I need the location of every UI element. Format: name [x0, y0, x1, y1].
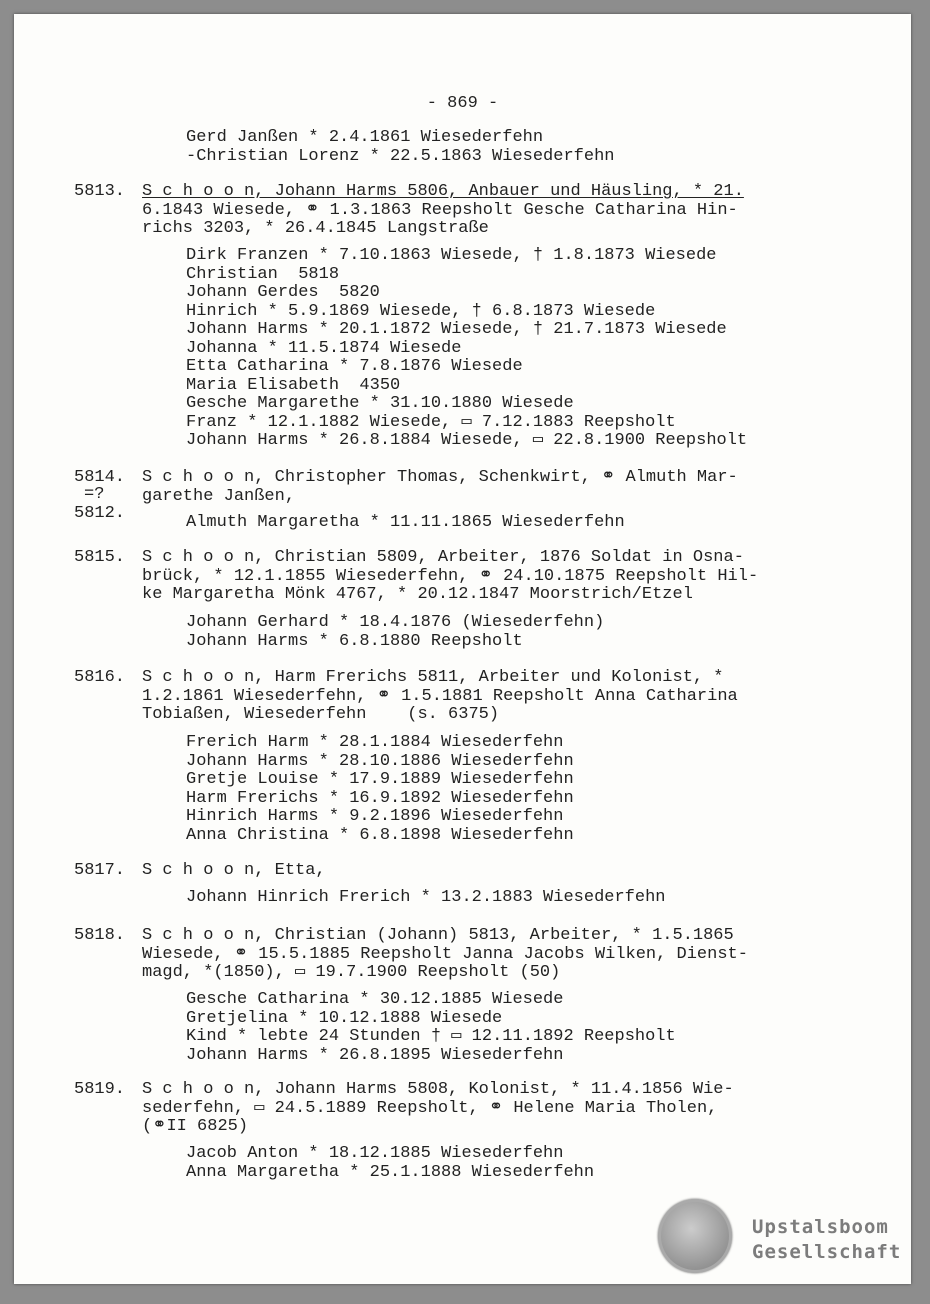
entry-line: S c h o o n, Harm Frerichs 5811, Arbeiter und Kolonist, *	[142, 668, 724, 687]
child-line: Gesche Catharina * 30.12.1885 Wiesede	[186, 990, 564, 1009]
child-line: Hinrich * 5.9.1869 Wiesede, † 6.8.1873 Wiesede	[186, 301, 656, 321]
entry-line: sederfehn, ▭ 24.5.1889 Reepsholt, ⚭ Helene Maria Tholen,	[142, 1098, 718, 1118]
entry-number: 5819.	[74, 1080, 126, 1099]
logo-line-2: Gesellschaft	[752, 1241, 902, 1263]
child-line: Johanna * 11.5.1874 Wiesede	[186, 338, 462, 358]
entry-text	[142, 927, 812, 983]
intro-children	[186, 129, 614, 166]
children-5818	[186, 991, 676, 1065]
child-line: Johann Gerhard * 18.4.1876 (Wiesederfehn)	[186, 613, 605, 632]
entry-number: 5816.	[74, 668, 126, 687]
child-line: Johann Harms * 26.8.1884 Wiesede, ▭ 22.8.1900 Reepsholt	[186, 431, 748, 450]
entry-number-alt: 5812.	[74, 504, 126, 523]
entry-line: 1.2.1861 Wiesederfehn, ⚭ 1.5.1881 Reepsholt Anna Catharina	[142, 686, 738, 706]
entry-text	[142, 1081, 812, 1137]
child-line: Frerich Harm * 28.1.1884 Wiesederfehn	[186, 733, 564, 752]
entry-line: S c h o o n, Etta,	[142, 861, 326, 880]
entry-text	[142, 862, 812, 881]
entry-text	[142, 183, 812, 239]
entry-number: 5815.	[74, 548, 126, 567]
child-line: Johann Harms * 28.10.1886 Wiesederfehn	[186, 751, 574, 771]
child-line: Dirk Franzen * 7.10.1863 Wiesede, † 1.8.1873 Wiesede	[186, 246, 717, 265]
entry-line: S c h o o n, Johann Harms 5808, Kolonist, * 11.4.1856 Wie-	[142, 1080, 734, 1099]
entry-number-note: =?	[84, 485, 105, 504]
entry-line: (⚭II 6825)	[142, 1117, 249, 1136]
child-line: Harm Frerichs * 16.9.1892 Wiesederfehn	[186, 788, 574, 808]
child-line: Almuth Margaretha * 11.11.1865 Wiesederfehn	[186, 513, 625, 532]
children-5816	[186, 734, 574, 845]
entry-text	[142, 549, 812, 605]
children-5819	[186, 1145, 594, 1182]
page-number: - 869 -	[426, 94, 499, 113]
children-5815	[186, 614, 604, 651]
child-line: Gesche Margarethe * 31.10.1880 Wiesede	[186, 394, 574, 413]
entry-number: 5814.	[74, 468, 126, 487]
entry-line: Wiesede, ⚭ 15.5.1885 Reepsholt Janna Jacobs Wilken, Dienst-	[142, 944, 748, 964]
child-line: Anna Christina * 6.8.1898 Wiesederfehn	[186, 825, 574, 845]
document-page	[14, 14, 911, 1284]
children-5814	[186, 514, 625, 533]
entry-number: 5813.	[74, 182, 126, 201]
entry-line: magd, *(1850), ▭ 19.7.1900 Reepsholt (50)	[142, 963, 561, 982]
child-line: Anna Margaretha * 25.1.1888 Wiesederfehn	[186, 1162, 595, 1182]
child-line: Johann Harms * 20.1.1872 Wiesede, † 21.7.1873 Wiesede	[186, 320, 727, 339]
entry-line: richs 3203, * 26.4.1845 Langstraße	[142, 219, 489, 238]
logo-line-1: Upstalsboom	[752, 1216, 889, 1238]
child-line: Christian 5818	[186, 264, 340, 284]
entry-text	[142, 469, 812, 506]
child-line: Gretjelina * 10.12.1888 Wiesede	[186, 1008, 503, 1028]
children-5817	[186, 889, 665, 908]
entry-line: S c h o o n, Christian (Johann) 5813, Arbeiter, * 1.5.1865	[142, 926, 734, 945]
child-line: Etta Catharina * 7.8.1876 Wiesede	[186, 357, 523, 376]
entry-text	[142, 669, 812, 725]
entry-line: S c h o o n, Christopher Thomas, Schenkwirt, ⚭ Almuth Mar-	[142, 468, 738, 487]
child-line: Johann Harms * 26.8.1895 Wiesederfehn	[186, 1045, 564, 1065]
child-line: Gretje Louise * 17.9.1889 Wiesederfehn	[186, 770, 574, 789]
child-line: Johann Hinrich Frerich * 13.2.1883 Wiesederfehn	[186, 888, 666, 907]
child-line: Johann Harms * 6.8.1880 Reepsholt	[186, 631, 523, 651]
entry-number: 5818.	[74, 926, 126, 945]
seal-icon	[658, 1199, 732, 1273]
child-line: Maria Elisabeth 4350	[186, 375, 401, 395]
child-line: Johann Gerdes 5820	[186, 283, 380, 302]
entry-line: ke Margaretha Mönk 4767, * 20.12.1847 Moorstrich/Etzel	[142, 585, 693, 604]
entry-line: brück, * 12.1.1855 Wiesederfehn, ⚭ 24.10.1875 Reepsholt Hil-	[142, 566, 759, 586]
child-line: Franz * 12.1.1882 Wiesede, ▭ 7.12.1883 Reepsholt	[186, 412, 676, 432]
child-line: Jacob Anton * 18.12.1885 Wiesederfehn	[186, 1144, 564, 1163]
entry-line: garethe Janßen,	[142, 486, 296, 506]
entry-line: 6.1843 Wiesede, ⚭ 1.3.1863 Reepsholt Gesche Catharina Hin-	[142, 200, 738, 220]
child-line: Gerd Janßen * 2.4.1861 Wiesederfehn	[186, 128, 544, 147]
children-5813	[186, 247, 747, 451]
entry-line: S c h o o n, Christian 5809, Arbeiter, 1876 Soldat in Osna-	[142, 548, 744, 567]
child-line: Hinrich Harms * 9.2.1896 Wiesederfehn	[186, 807, 564, 826]
child-line: -Christian Lorenz * 22.5.1863 Wiesederfehn	[186, 146, 615, 166]
entry-line: Tobiaßen, Wiesederfehn (s. 6375)	[142, 705, 500, 724]
entry-line: S c h o o n, Johann Harms 5806, Anbauer und Häusling, * 21.	[142, 182, 744, 201]
entry-number: 5817.	[74, 861, 126, 880]
child-line: Kind * lebte 24 Stunden † ▭ 12.11.1892 Reepsholt	[186, 1027, 676, 1046]
